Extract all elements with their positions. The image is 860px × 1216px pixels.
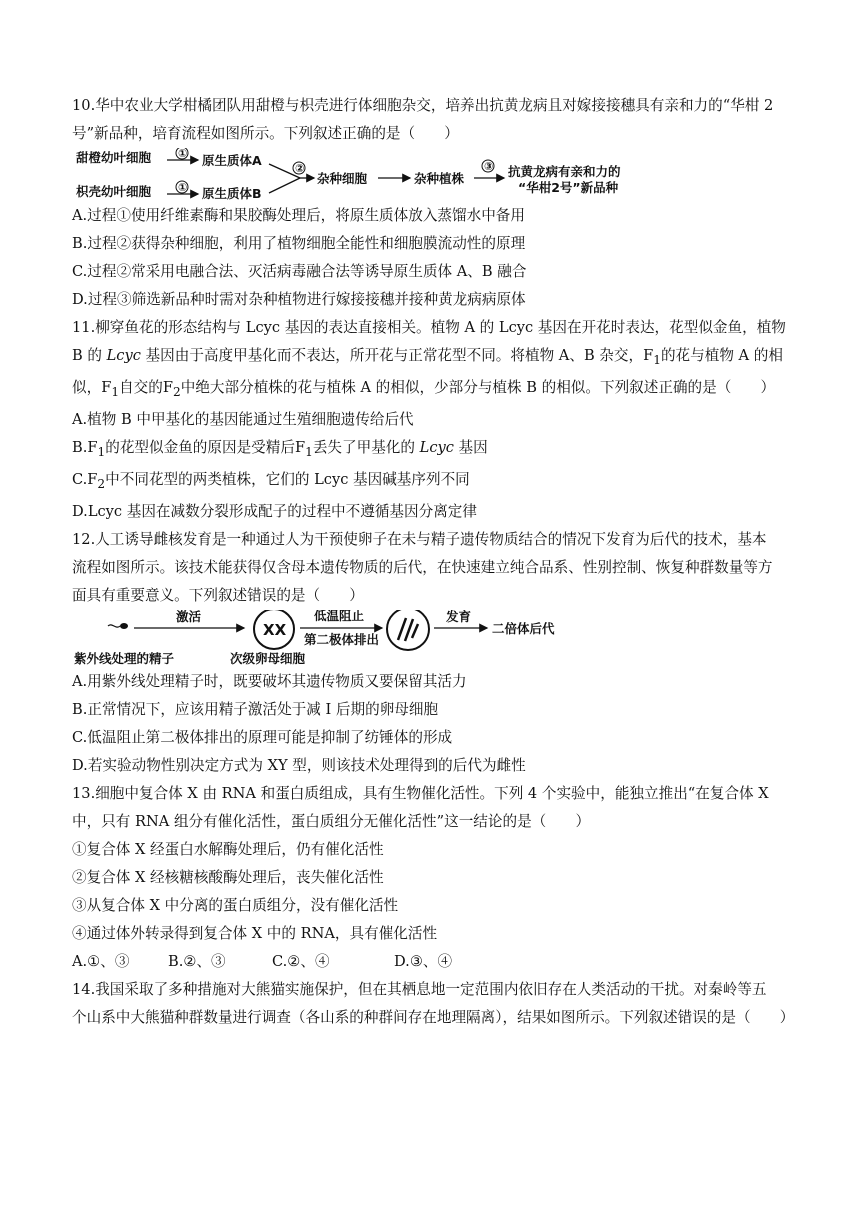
q12-option-c[interactable]: C.低温阻止第二极体排出的原理可能是抑制了纺锤体的形成 — [72, 728, 453, 746]
q10-result-line1: 抗黄龙病有亲和力的 — [508, 164, 621, 179]
q10-option-b[interactable]: B.过程②获得杂种细胞，利用了植物细胞全能性和细胞膜流动性的原理 — [72, 235, 526, 252]
q10-stem-line1: 10.华中农业大学柑橘团队用甜橙与枳壳进行体细胞杂交，培养出抗黄龙病且对嫁接接穗具有亲和力的“华柑 2 — [72, 97, 774, 114]
q13-item-4: ④通过体外转录得到复合体 X 中的 RNA，具有催化活性 — [72, 924, 438, 942]
oocyte-icon — [254, 610, 294, 649]
q13-options — [72, 948, 798, 976]
q10-hybrid-plant: 杂种植株 — [414, 171, 465, 186]
exam-page — [72, 92, 798, 1032]
q12-oocyte-label: 次级卵母细胞 — [230, 650, 306, 666]
q13-item-2: ②复合体 X 经核糖核酸酶处理后，丧失催化活性 — [72, 868, 384, 886]
q12-polar-body-label: 第二极体排出 — [304, 631, 380, 647]
q12-stem-line1: 12.人工诱导雌核发育是一种通过人为干预使卵子在未与精子遗传物质结合的情况下发育为后代的技术，基本 — [72, 530, 767, 548]
q10-option-d[interactable]: D.过程③筛选新品种时需对杂种植物进行嫁接接穗并接种黄龙病病原体 — [72, 291, 526, 308]
q11-option-c[interactable]: $C.F_2$中不同花型的两类植株，它们的 Lcyc 基因碱基序列不同 — [72, 470, 470, 491]
q12-option-d[interactable]: D.若实验动物性别决定方式为 XY 型，则该技术处理得到的后代为雌性 — [72, 756, 526, 774]
q12-develop-label: 发育 — [446, 609, 472, 624]
svg-text:①: ① — [178, 148, 188, 160]
q12-flow-diagram — [72, 610, 592, 668]
svg-text:XX: XX — [263, 620, 287, 639]
q12-sperm-label: 紫外线处理的精子 — [74, 650, 175, 666]
zygote-icon — [387, 610, 429, 650]
svg-text:①: ① — [178, 181, 188, 194]
q13-option-b[interactable]: B.②、③ — [168, 952, 226, 970]
q10-option-c[interactable]: C.过程②常采用电融合法、灭活病毒融合法等诱导原生质体 A、B 融合 — [72, 263, 527, 280]
q13-option-c[interactable]: C.②、④ — [272, 952, 330, 970]
q10-hybrid-cell: 杂种细胞 — [317, 171, 368, 186]
q10-flow-diagram — [72, 148, 652, 202]
q10-step3 — [474, 160, 504, 178]
q10-protoplast-a: 原生质体A — [202, 153, 262, 168]
q13-item-3: ③从复合体 X 中分离的蛋白质组分，没有催化活性 — [72, 896, 399, 914]
q11-stem-line1: 11.柳穿鱼花的形态结构与 Lcyc 基因的表达直接相关。植物 A 的 Lcyc 基因在开花时表达，花型似金鱼，植物 — [72, 319, 786, 336]
q11-option-d[interactable]: D.Lcyc 基因在减数分裂形成配子的过程中不遵循基因分离定律 — [72, 502, 477, 520]
q10-figure — [72, 148, 798, 202]
q12-stem-line3: 面具有重要意义。下列叙述错误的是（ ） — [72, 586, 364, 604]
q12-option-a[interactable]: A.用紫外线处理精子时，既要破坏其遗传物质又要保留其活力 — [72, 672, 467, 690]
q11-stem-line3: 似，$F_1$自交的$F_2$中绝大部分植株的花与植株 A 的相似，少部分与植株 B 的相似。下列叙述正确的是（ ） — [72, 378, 776, 399]
q12-low-temp-label: 低温阻止 — [314, 609, 365, 623]
q11-option-a[interactable]: A.植物 B 中甲基化的基因能通过生殖细胞遗传给后代 — [72, 410, 414, 428]
q10-source-b: 枳壳幼叶细胞 — [76, 184, 152, 199]
q10-protoplast-b: 原生质体B — [202, 186, 262, 201]
q10-step1-b — [167, 181, 198, 194]
svg-text:③: ③ — [484, 160, 494, 173]
svg-text:②: ② — [295, 162, 305, 175]
q12-stem-line2: 流程如图所示。该技术能获得仅含母本遗传物质的后代，在快速建立纯合品系、性别控制、恢复种群数量等方 — [72, 558, 773, 576]
q10-result-line2: “华柑2号”新品种 — [518, 180, 619, 195]
q14-stem-line1: 14.我国采取了多种措施对大熊猫实施保护，但在其栖息地一定范围内依旧存在人类活动的干扰。对秦岭等五 — [72, 980, 767, 998]
q10-option-a[interactable]: A.过程①使用纤维素酶和果胶酶处理后，将原生质体放入蒸馏水中备用 — [72, 207, 525, 224]
q13-stem-line1: 13.细胞中复合体 X 由 RNA 和蛋白质组成，具有生物催化活性。下列 4 个实验中，能独立推出“在复合体 X — [72, 784, 769, 802]
q13-option-d[interactable]: D.③、④ — [394, 952, 453, 970]
q11-stem-line2: B 的 Lcyc 基因由于高度甲基化而不表达，所开花与正常花型不同。将植物 A、B 杂交，$F_1$的花与植物 A 的相 — [72, 347, 783, 367]
q12-figure — [72, 610, 798, 668]
q12-offspring-label: 二倍体后代 — [492, 620, 555, 636]
q13-stem-line2: 中，只有 RNA 组分有催化活性，蛋白质组分无催化活性”这一结论的是（ ） — [72, 812, 591, 830]
q13-option-a[interactable]: A.①、③ — [72, 952, 130, 970]
sperm-icon — [108, 623, 128, 629]
q14-stem-line2: 个山系中大熊猫种群数量进行调查（各山系的种群间存在地理隔离），结果如图所示。下列叙述错误的是（ ） — [72, 1008, 795, 1026]
q13-item-1: ①复合体 X 经蛋白水解酶处理后，仍有催化活性 — [72, 840, 384, 858]
q12-option-b[interactable]: B.正常情况下，应该用精子激活处于减 I 后期的卵母细胞 — [72, 700, 439, 718]
q12-activate-label: 激活 — [176, 609, 202, 624]
q10-step1-a — [167, 148, 198, 160]
q11-option-b[interactable]: $B.F_1$的花型似金鱼的原因是受精后$F_1$丢失了甲基化的 Lcyc 基因 — [72, 438, 488, 459]
q10-stem-line2: 号”新品种，培育流程如图所示。下列叙述正确的是（ ） — [72, 125, 459, 142]
q10-source-a: 甜橙幼叶细胞 — [76, 150, 152, 165]
